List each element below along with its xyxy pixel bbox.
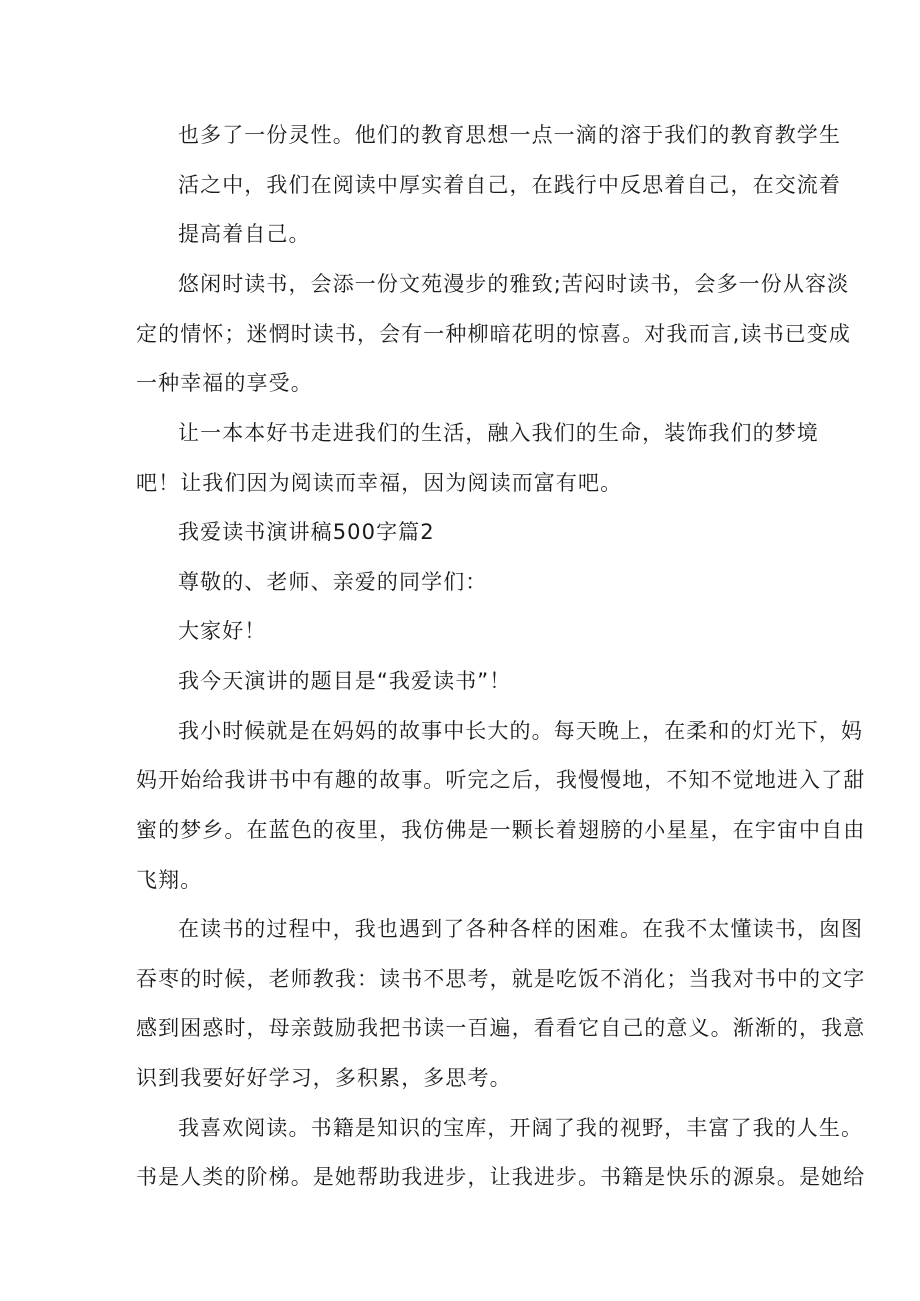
text-line: 提高着自己。 bbox=[178, 222, 311, 246]
text-line: 定的情怀；迷惘时读书，会有一种柳暗花明的惊喜。对我而言,读书已变成 bbox=[136, 322, 851, 346]
greeting: 大家好！ bbox=[178, 619, 267, 643]
text-line: 蜜的梦乡。在蓝色的夜里，我仿佛是一颗长着翅膀的小星星，在宇宙中自由 bbox=[136, 818, 866, 842]
text-line: 我小时候就是在妈妈的故事中长大的。每天晚上，在柔和的灯光下，妈 bbox=[178, 719, 864, 743]
salutation: 尊敬的、老师、亲爱的同学们： bbox=[178, 570, 488, 594]
text-line: 悠闲时读书，会添一份文苑漫步的雅致;苦闷时读书，会多一份从容淡 bbox=[178, 272, 850, 296]
text-line: 飞翔。 bbox=[136, 868, 203, 892]
text-line: 书是人类的阶梯。是她帮助我进步，让我进步。书籍是快乐的源泉。是她给 bbox=[136, 1165, 866, 1189]
text-line: 在读书的过程中，我也遇到了各种各样的困难。在我不太懂读书，囱图 bbox=[178, 917, 864, 941]
text-line: 妈开始给我讲书中有趣的故事。听完之后，我慢慢地，不知不觉地进入了甜 bbox=[136, 768, 866, 792]
text-line: 吧！让我们因为阅读而幸福，因为阅读而富有吧。 bbox=[136, 471, 623, 495]
text-line: 识到我要好好学习，多积累，多思考。 bbox=[136, 1066, 512, 1090]
text-line: 也多了一份灵性。他们的教育思想一点一滴的溶于我们的教育教学生 bbox=[178, 123, 841, 147]
section-heading: 我爱读书演讲稿500字篇2 bbox=[178, 520, 435, 544]
speech-topic: 我今天演讲的题目是“我爱读书”！ bbox=[178, 669, 512, 693]
text-line: 吞枣的时候，老师教我：读书不思考，就是吃饭不消化；当我对书中的文字 bbox=[136, 967, 866, 991]
text-line: 一种幸福的享受。 bbox=[136, 371, 313, 395]
text-line: 活之中，我们在阅读中厚实着自己，在践行中反思着自己，在交流着 bbox=[178, 173, 841, 197]
text-line: 让一本本好书走进我们的生活，融入我们的生命，装饰我们的梦境 bbox=[178, 421, 819, 445]
text-line: 感到困惑时，母亲鼓励我把书读一百遍，看看它自己的意义。渐渐的，我意 bbox=[136, 1016, 866, 1040]
text-line: 我喜欢阅读。书籍是知识的宝库，开阔了我的视野，丰富了我的人生。 bbox=[178, 1116, 864, 1140]
